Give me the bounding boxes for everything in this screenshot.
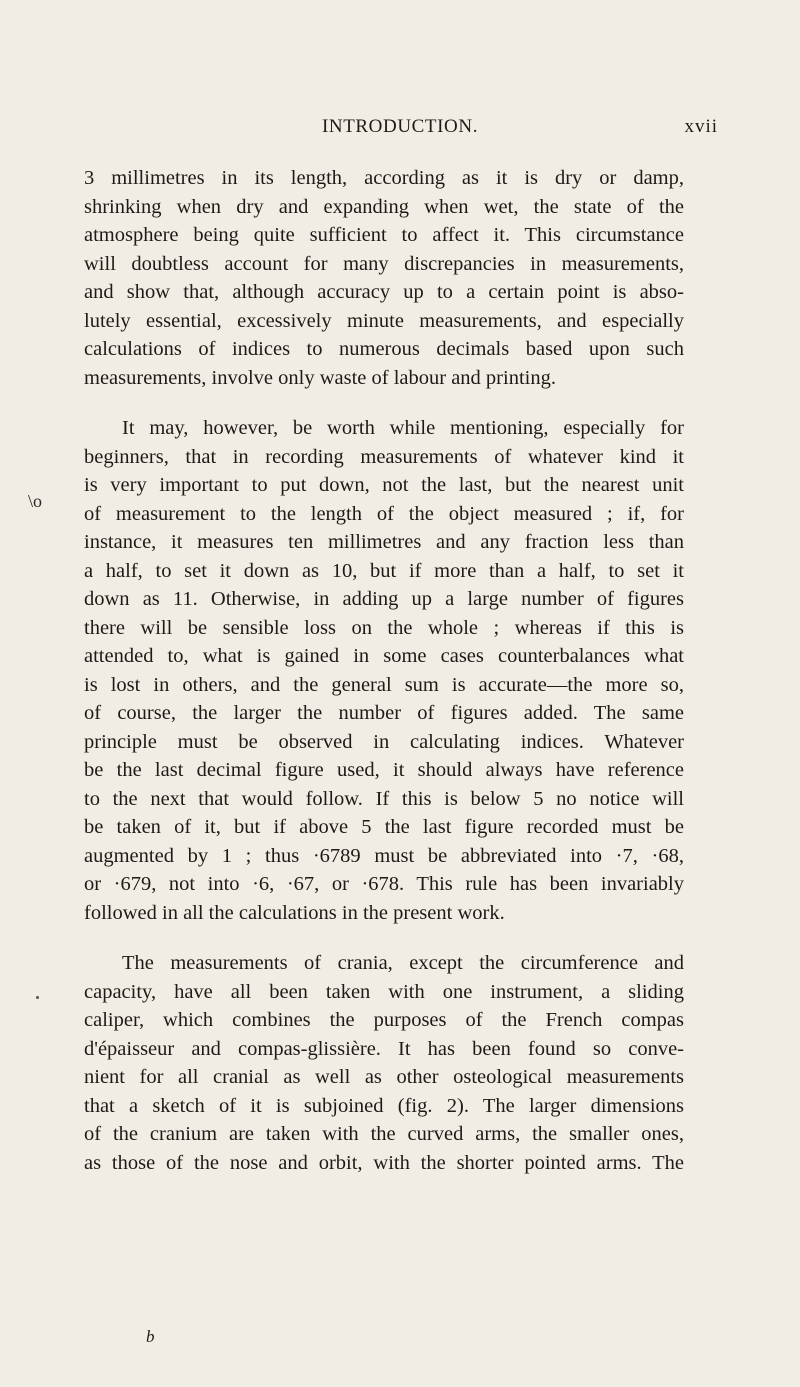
text-line: is lost in others, and the general sum is accurate—the more so,: [84, 673, 684, 696]
text-line: nient for all cranial as well as other osteological measurements: [84, 1066, 684, 1088]
running-title: INTRODUCTION.: [321, 116, 479, 137]
text-line: to the next that would follow. If this is below 5 no notice will: [84, 787, 684, 810]
signature-mark: b: [146, 1327, 155, 1346]
text-line: be the last decimal figure used, it should always have reference: [84, 759, 684, 781]
margin-annotation: \o: [28, 491, 43, 511]
text-line: be taken of it, but if above 5 the last figure recorded must be: [84, 816, 684, 838]
text-line: calculations of indices to numerous decimals based upon such: [84, 338, 684, 360]
body-text: [84, 164, 684, 1177]
text-line: lutely essential, excessively minute measurements, and especially: [84, 309, 684, 332]
text-line: there will be sensible loss on the whole ; whereas if this is: [84, 616, 684, 639]
text-line: shrinking when dry and expanding when wet, the state of the: [84, 195, 684, 218]
paragraph-3: [84, 949, 684, 1177]
text-line: of the cranium are taken with the curved arms, the smaller ones,: [84, 1123, 684, 1145]
text-line: instance, it measures ten millimetres and any fraction less than: [84, 531, 684, 553]
text-line: will doubtless account for many discrepancies in measurements,: [84, 252, 684, 275]
text-line: and show that, although accuracy up to a certain point is abso-: [84, 281, 684, 303]
text-line: It may, however, be worth while mentioning, especially for: [122, 417, 684, 439]
text-line: beginners, that in recording measurements of whatever kind it: [84, 445, 684, 468]
text-line: augmented by 1 ; thus ·6789 must be abbreviated into ·7, ·68,: [84, 844, 684, 867]
text-line: principle must be observed in calculating indices. Whatever: [84, 730, 684, 753]
text-line: 3 millimetres in its length, according as it is dry or damp,: [84, 167, 684, 189]
paragraph-1: [84, 164, 684, 392]
text-line: d'épaisseur and compas-glissière. It has been found so conve-: [84, 1037, 684, 1060]
text-line: that a sketch of it is subjoined (fig. 2). The larger dimensions: [84, 1094, 684, 1117]
text-line: as those of the nose and orbit, with the shorter pointed arms. The: [84, 1151, 684, 1174]
text-line: The measurements of crania, except the circumference and: [122, 952, 684, 974]
text-line: or ·679, not into ·6, ·67, or ·678. This rule has been invariably: [84, 873, 684, 895]
text-line: atmosphere being quite sufficient to affect it. This circumstance: [84, 224, 684, 246]
text-line: of course, the larger the number of figures added. The same: [84, 702, 684, 724]
running-head: [0, 116, 800, 146]
text-line: of measurement to the length of the object measured ; if, for: [84, 502, 684, 525]
text-line: capacity, have all been taken with one instrument, a sliding: [84, 980, 684, 1003]
page-number: xvii: [684, 116, 718, 137]
paragraph-2: [84, 414, 684, 927]
margin-dot: [36, 996, 39, 999]
text-line: caliper, which combines the purposes of the French compas: [84, 1009, 684, 1031]
text-line: followed in all the calculations in the present work.: [84, 901, 505, 924]
text-line: measurements, involve only waste of labour and printing.: [84, 366, 556, 389]
text-line: attended to, what is gained in some cases counterbalances what: [84, 645, 684, 667]
text-line: down as 11. Otherwise, in adding up a large number of figures: [84, 588, 684, 610]
text-line: a half, to set it down as 10, but if more than a half, to set it: [84, 559, 684, 582]
text-line: is very important to put down, not the last, but the nearest unit: [84, 474, 684, 496]
